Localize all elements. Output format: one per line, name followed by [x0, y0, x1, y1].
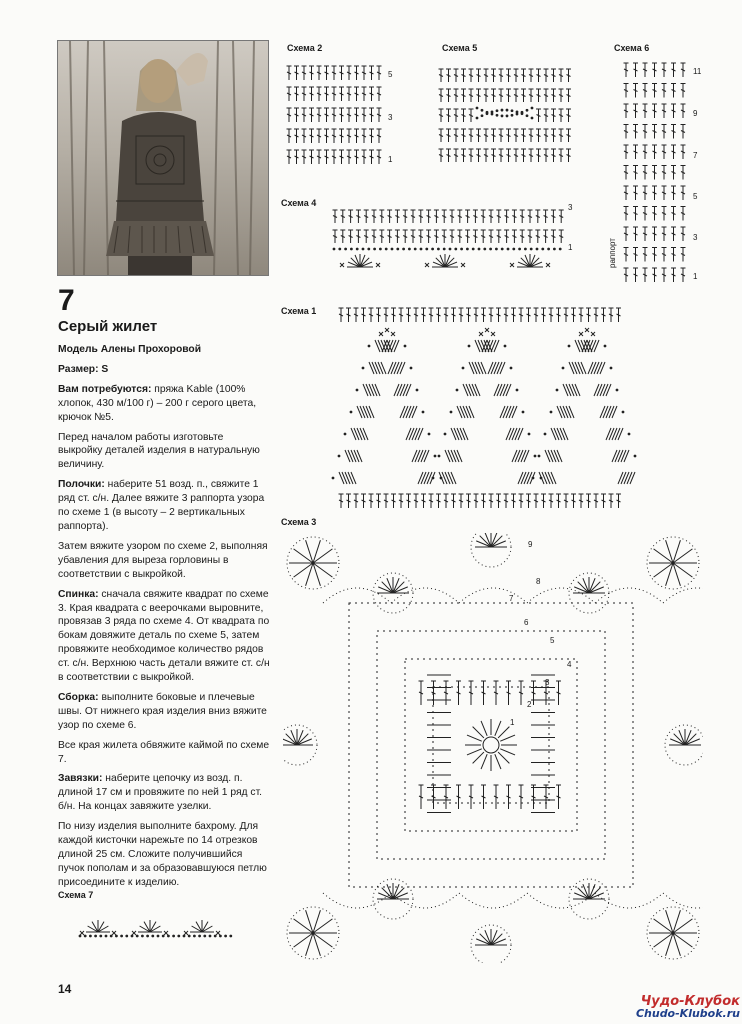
scheme-7-diagram: [78, 910, 238, 942]
scheme-2-row-label: 1: [388, 155, 393, 164]
edging-paragraph: Все края жилета обвяжите каймой по схеме 7.: [58, 739, 270, 765]
scheme-6-row-label: 11: [693, 67, 702, 76]
assembly-paragraph: Сборка: выполните боковые и плечевые швы. От нижнего края изделия вниз вяжите узор по схеме 6.: [58, 691, 267, 731]
scheme-3-diagram: [283, 533, 703, 963]
scheme-6-row-label: 5: [693, 192, 698, 201]
rapport-label: раппорт: [608, 238, 617, 268]
scheme-5-label: Схема 5: [442, 43, 478, 53]
scheme-2-diagram: [285, 60, 385, 170]
scheme-5-diagram: [437, 60, 577, 170]
materials-paragraph: Вам потребуются: пряжа Kable (100% хлопок, 430 м/100 г) – 200 г серого цвета, крючок №5.: [58, 383, 257, 423]
watermark-url: Chudo-Klubok.ru: [635, 1007, 740, 1020]
scheme-3-row-label: 3: [545, 678, 550, 687]
back-paragraph: Спинка: сначала свяжите квадрат по схеме 3. Края квадрата с веерочками выровните, провязав 3 ряда по схеме 4. От квадрата по бокам довяжите деталь по схеме 5, затем провяжите необходимое количество рядов ст. с/н. Верхнюю часть детали вяжите ст. с/н в соответствии с выкройкой.: [58, 588, 270, 684]
scheme-7-label: Схема 7: [58, 890, 94, 900]
scheme-6-row-label: 7: [693, 151, 698, 160]
scheme-6-row-label: 1: [693, 272, 698, 281]
fronts-paragraph: Полочки: наберите 51 возд. п., свяжите 1 ряд ст. с/н. Далее вяжите 3 раппорта узора по схеме 1 (в высоту – 2 вертикальных раппорта).: [58, 479, 265, 532]
scheme-2-label: Схема 2: [287, 43, 323, 53]
intro-paragraph: Перед началом работы изготовьте выкройку деталей изделия в натуральную величину.: [58, 431, 260, 471]
scheme-1-diagram: [327, 300, 637, 515]
scheme-6-row-label: 3: [693, 233, 698, 242]
watermark: [636, 996, 740, 1020]
scheme-4-diagram: [330, 193, 573, 273]
scheme-3-row-label: 4: [567, 660, 572, 669]
scheme-6-diagram: [622, 58, 690, 288]
scheme-3-label: Схема 3: [281, 517, 317, 527]
vest-photo: [57, 40, 269, 276]
size-line: Размер: S: [58, 363, 109, 375]
designer-line: Модель Алены Прохоровой: [58, 344, 202, 355]
scheme-3-row-label: 5: [550, 636, 555, 645]
scheme-3-row-label: 2: [527, 700, 532, 709]
scheme-6-row-label: 9: [693, 109, 698, 118]
instructions-text: [58, 343, 270, 896]
scheme-3-row-label: 9: [528, 540, 533, 549]
scheme-4-label: Схема 4: [281, 198, 317, 208]
ties-paragraph: Завязки: наберите цепочку из возд. п. длиной 17 см и провяжите по ней 1 ряд ст. б/н. На концах завяжите узелки.: [58, 773, 263, 813]
scheme-6-label: Схема 6: [614, 43, 650, 53]
scheme-1-label: Схема 1: [281, 306, 317, 316]
scheme-4-row-label: 1: [568, 243, 573, 252]
pattern-title: Серый жилет: [58, 318, 158, 335]
scheme-3-row-label: 7: [509, 594, 514, 603]
scheme-2-row-label: 5: [388, 70, 393, 79]
pattern-number: 7: [58, 284, 75, 317]
scheme-3-row-label: 6: [524, 618, 529, 627]
watermark-title: Чудо-Клубок: [640, 994, 740, 1009]
scheme-4-row-label: 3: [568, 203, 573, 212]
fringe-paragraph: По низу изделия выполните бахрому. Для каждой кисточки нарежьте по 14 отрезков длиной 25 см. Сложите получившийся пучок пополам и за образовавшуюся петлю присоедините к изделию.: [58, 821, 267, 888]
page-number: 14: [58, 982, 72, 996]
scheme-2-row-label: 3: [388, 113, 393, 122]
fronts-paragraph-2: Затем вяжите узором по схеме 2, выполняя убавления для выреза горловины в соответствии с выкройкой.: [58, 540, 268, 580]
scheme-3-row-label: 1: [510, 718, 515, 727]
scheme-3-row-label: 8: [536, 577, 541, 586]
